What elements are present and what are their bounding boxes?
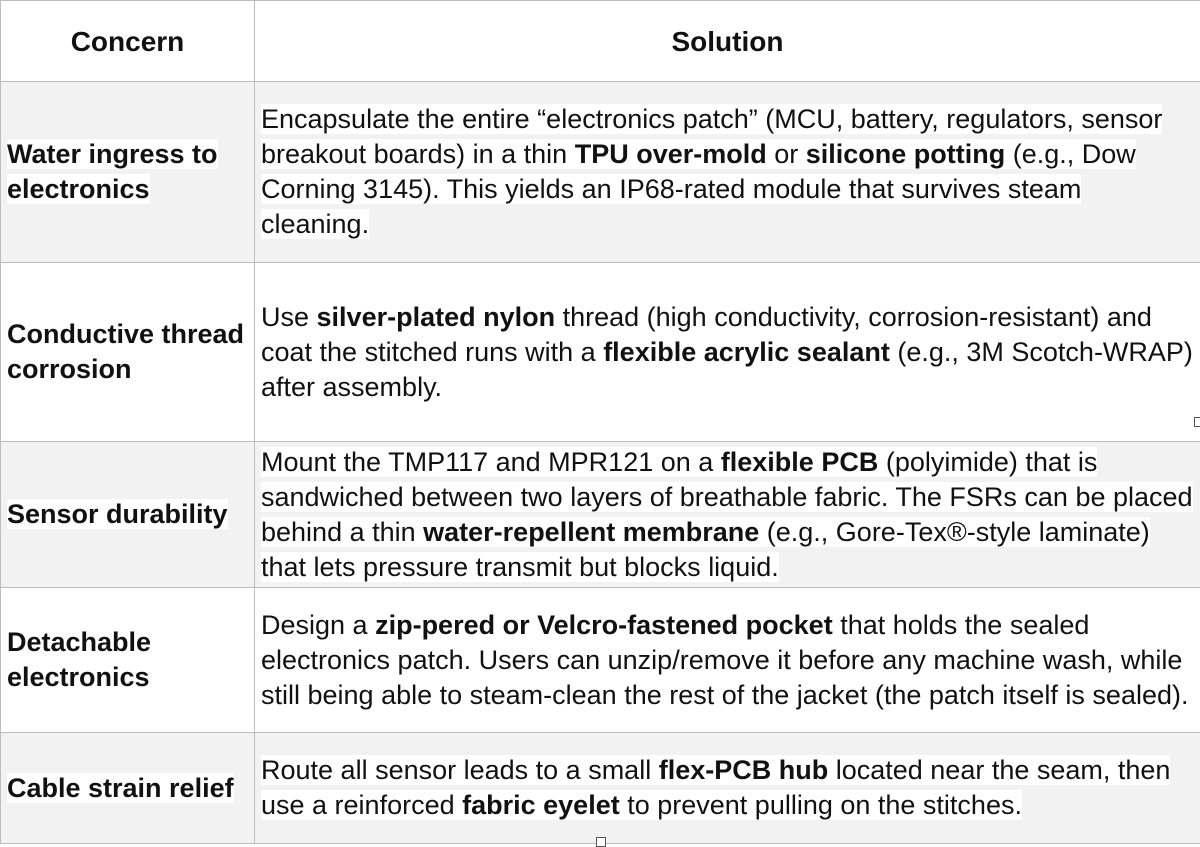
solution-emphasis: zip-pered or Velcro-fastened pocket bbox=[375, 610, 833, 640]
solution-text bbox=[261, 447, 1193, 582]
table-row bbox=[1, 733, 1200, 844]
header-solution: Solution bbox=[255, 1, 1200, 82]
solution-cell bbox=[255, 442, 1200, 588]
table-row bbox=[1, 82, 1200, 263]
concern-cell bbox=[1, 442, 255, 588]
concern-cell bbox=[1, 588, 255, 733]
concern-cell bbox=[1, 733, 255, 844]
solution-emphasis: fabric eyelet bbox=[462, 790, 620, 820]
solution-segment: to prevent pulling on the stitches. bbox=[620, 790, 1022, 820]
solution-segment: (e.g., 3M Scotch-WRAP) after assembly. bbox=[261, 337, 1193, 402]
solution-segment: (polyimide) that is sandwiched between two layers of breathable fabric. The FSRs can be placed behind a thin bbox=[261, 447, 1193, 547]
concern-text: Sensor durability bbox=[7, 499, 228, 529]
header-concern: Concern bbox=[1, 1, 255, 82]
solution-text bbox=[261, 755, 1170, 820]
solution-segment: Encapsulate the entire “electronics patch” (MCU, battery, regulators, sensor breakout boards) in a thin bbox=[261, 104, 1162, 169]
table-row bbox=[1, 442, 1200, 588]
solution-segment: or bbox=[767, 139, 806, 169]
solution-emphasis: silicone potting bbox=[806, 139, 1006, 169]
solution-segment: Route all sensor leads to a small bbox=[261, 755, 659, 785]
solution-emphasis: flex-PCB hub bbox=[659, 755, 829, 785]
resize-handle-bottom[interactable] bbox=[596, 837, 606, 847]
solution-emphasis: water-repellent membrane bbox=[423, 517, 759, 547]
solution-emphasis: TPU over-mold bbox=[575, 139, 767, 169]
solution-emphasis: flexible PCB bbox=[721, 447, 879, 477]
solution-segment: (e.g., Dow Corning 3145). This yields an IP68-rated module that survives steam cleaning. bbox=[261, 139, 1136, 239]
solution-segment: Design a bbox=[261, 610, 375, 640]
header-row bbox=[1, 1, 1200, 82]
solution-segment: Mount the TMP117 and MPR121 on a bbox=[261, 447, 721, 477]
solution-emphasis: silver-plated nylon bbox=[317, 302, 556, 332]
solution-segment: Use bbox=[261, 302, 317, 332]
solution-text bbox=[261, 104, 1162, 239]
resize-handle-right[interactable] bbox=[1194, 417, 1200, 427]
solution-cell bbox=[255, 733, 1200, 844]
solution-segment: located near the seam, then use a reinforced bbox=[261, 755, 1170, 820]
table-row bbox=[1, 588, 1200, 733]
concern-text: Water ingress to electronics bbox=[7, 139, 218, 204]
concern-cell bbox=[1, 263, 255, 442]
solution-emphasis: flexible acrylic sealant bbox=[603, 337, 890, 367]
table-row bbox=[1, 263, 1200, 442]
solution-segment: (e.g., Gore-Tex®-style laminate) that lets pressure transmit but blocks liquid. bbox=[261, 517, 1150, 582]
solution-segment: that holds the sealed electronics patch. Users can unzip/remove it before any machine wash, while still being able to steam-clean the rest of the jacket (the patch itself is sealed). bbox=[261, 610, 1188, 710]
solution-segment: thread (high conductivity, corrosion-resistant) and coat the stitched runs with a bbox=[261, 302, 1152, 367]
solution-text bbox=[261, 302, 1193, 402]
solution-cell bbox=[255, 82, 1200, 263]
solution-cell bbox=[255, 588, 1200, 733]
solution-text bbox=[261, 610, 1188, 710]
concern-cell bbox=[1, 82, 255, 263]
solution-cell bbox=[255, 263, 1200, 442]
concern-text: Cable strain relief bbox=[7, 773, 234, 803]
concern-text: Conductive thread corrosion bbox=[7, 319, 244, 384]
concern-text: Detachable electronics bbox=[7, 627, 151, 692]
